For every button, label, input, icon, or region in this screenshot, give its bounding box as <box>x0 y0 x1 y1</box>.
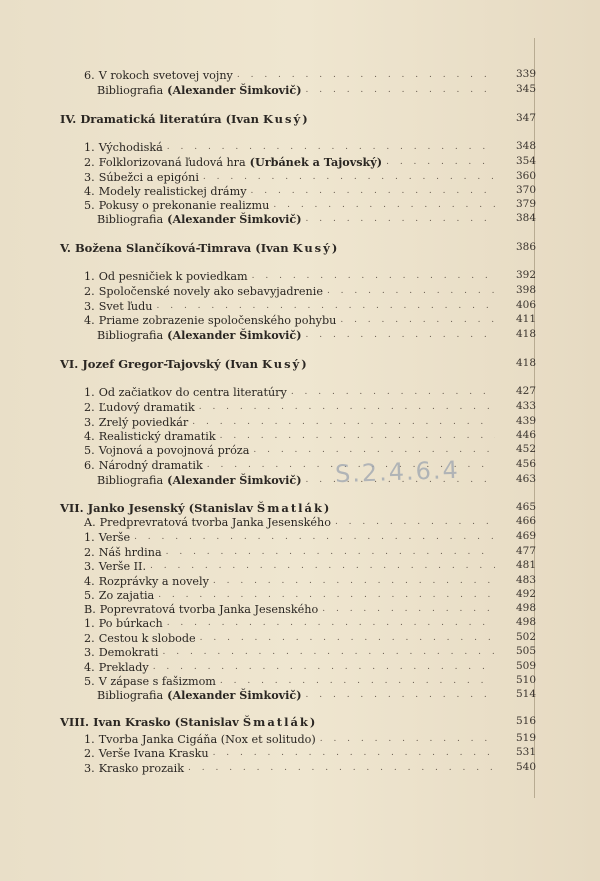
toc-entry <box>84 559 495 573</box>
entry-page-number: 384 <box>515 212 536 224</box>
entry-page-number: 540 <box>515 761 536 773</box>
entry-title: Cestou k slobode <box>98 631 196 645</box>
entry-number: 2. <box>84 746 95 760</box>
dot-leader <box>331 517 495 527</box>
entry-number: 1. <box>84 385 95 399</box>
dot-leader <box>302 690 495 700</box>
dot-leader <box>163 618 495 628</box>
bibliography-entry <box>97 688 495 702</box>
entry-page-number: 418 <box>515 328 536 340</box>
chapter-heading <box>60 112 308 126</box>
chapter-title: Božena Slančíková-Timrava <box>74 241 252 255</box>
toc-entry <box>84 515 495 529</box>
entry-number: A. <box>84 515 96 529</box>
toc-entry <box>84 530 495 544</box>
chapter-author-name: Kusý <box>261 357 302 371</box>
entry-title: Bibliografia <box>97 473 164 487</box>
dot-leader <box>302 85 495 95</box>
chapter-author-open: (Stanislav <box>174 715 243 729</box>
entry-title: Náš hrdina <box>98 545 162 559</box>
dot-leader <box>247 186 495 196</box>
chapter-title: Dramatická literatúra <box>80 112 222 126</box>
entry-number: 4. <box>84 660 95 674</box>
entry-author: (Urbánek a Tajovský) <box>249 155 383 169</box>
entry-page-number: 481 <box>515 559 536 571</box>
entry-page-number: 348 <box>515 140 536 152</box>
entry-number: 5. <box>84 588 95 602</box>
bibliography-entry <box>97 212 495 226</box>
entry-number: 6. <box>84 68 95 82</box>
entry-title: Svet ľudu <box>98 299 153 313</box>
toc-entry <box>84 602 495 616</box>
toc-entry <box>84 443 495 457</box>
entry-title: Krasko prozaik <box>98 761 185 775</box>
chapter-page-number: 465 <box>515 501 536 513</box>
toc-entry <box>84 429 495 443</box>
toc-entry <box>84 415 495 429</box>
chapter-heading <box>60 241 337 255</box>
entry-page-number: 492 <box>515 588 536 600</box>
dot-leader <box>154 590 495 600</box>
toc-entry <box>84 184 495 198</box>
entry-number: 3. <box>84 559 95 573</box>
entry-page-number: 446 <box>515 429 536 441</box>
chapter-author-close: ) <box>323 501 330 515</box>
dot-leader <box>382 157 495 167</box>
toc-entry <box>84 732 495 746</box>
entry-number: 3. <box>84 299 95 313</box>
toc-entry <box>84 400 495 414</box>
entry-title: V zápase s fašizmom <box>98 674 216 688</box>
toc-entry <box>84 155 495 169</box>
entry-page-number: 345 <box>515 83 536 95</box>
entry-title: Po búrkach <box>98 616 163 630</box>
entry-number: 2. <box>84 155 95 169</box>
toc-entry <box>84 269 495 283</box>
entry-title: Vojnová a povojnová próza <box>98 443 250 457</box>
chapter-number: IV. <box>60 112 77 126</box>
dot-leader <box>146 561 495 571</box>
dot-leader <box>199 172 495 182</box>
entry-number: 1. <box>84 616 95 630</box>
chapter-heading <box>60 357 307 371</box>
entry-number: 2. <box>84 545 95 559</box>
entry-author: (Alexander Šimkovič) <box>167 83 302 97</box>
dot-leader <box>209 748 495 758</box>
entry-title: Východiská <box>98 140 163 154</box>
entry-number: 4. <box>84 184 95 198</box>
entry-title: Súbežci a epigóni <box>98 170 199 184</box>
chapter-author-open: (Ivan <box>224 357 262 371</box>
toc-entry <box>84 140 495 154</box>
entry-author: (Alexander Šimkovič) <box>167 473 302 487</box>
entry-page-number: 510 <box>515 674 536 686</box>
toc-entry <box>84 198 495 212</box>
entry-title: Folklorizovaná ľudová hra <box>98 155 246 169</box>
chapter-author-close: ) <box>301 357 307 371</box>
entry-number: 4. <box>84 313 95 327</box>
entry-number: 3. <box>84 761 95 775</box>
toc-entry <box>84 674 495 688</box>
chapter-author-open: (Ivan <box>225 112 263 126</box>
entry-page-number: 483 <box>515 574 536 586</box>
entry-author: (Alexander Šimkovič) <box>167 688 302 702</box>
toc-entry <box>84 284 495 298</box>
entry-number: B. <box>84 602 96 616</box>
chapter-title: Janko Jesenský <box>87 501 185 515</box>
dot-leader <box>302 214 495 224</box>
bibliography-entry <box>97 328 495 342</box>
dot-leader <box>323 286 495 296</box>
entry-number: 3. <box>84 170 95 184</box>
entry-page-number: 433 <box>515 400 536 412</box>
entry-title: Poprevratová tvorba Janka Jesenského <box>99 602 319 616</box>
entry-page-number: 392 <box>515 269 536 281</box>
entry-title: Modely realistickej drámy <box>98 184 247 198</box>
entry-number: 5. <box>84 198 95 212</box>
entry-page-number: 360 <box>515 170 536 182</box>
entry-title: Demokrati <box>98 645 159 659</box>
entry-number: 1. <box>84 732 95 746</box>
chapter-page-number: 347 <box>515 112 536 124</box>
chapter-author-open: (Stanislav <box>188 501 257 515</box>
chapter-author-open: (Ivan <box>255 241 293 255</box>
chapter-title: Ivan Krasko <box>93 715 171 729</box>
entry-page-number: 398 <box>515 284 536 296</box>
toc-entry <box>84 645 495 659</box>
entry-page-number: 502 <box>515 631 536 643</box>
entry-title: Verše Ivana Krasku <box>98 746 209 760</box>
dot-leader <box>316 734 495 744</box>
chapter-number: VIII. <box>60 715 90 729</box>
dot-leader <box>153 301 496 311</box>
dot-leader <box>336 315 495 325</box>
entry-number: 4. <box>84 429 95 443</box>
chapter-page-number: 386 <box>515 241 536 253</box>
dot-leader <box>159 647 496 657</box>
entry-title: Verše II. <box>98 559 147 573</box>
entry-title: Pokusy o prekonanie realizmu <box>98 198 270 212</box>
dot-leader <box>233 70 495 80</box>
dot-leader <box>184 763 495 773</box>
entry-number: 1. <box>84 140 95 154</box>
entry-number: 2. <box>84 631 95 645</box>
entry-number: 4. <box>84 574 95 588</box>
dot-leader <box>195 402 495 412</box>
toc-entry <box>84 574 495 588</box>
chapter-number: V. <box>60 241 71 255</box>
entry-number: 1. <box>84 530 95 544</box>
entry-page-number: 339 <box>515 68 536 80</box>
chapter-author-name: Šmatlák <box>242 715 310 729</box>
chapter-author-name: Šmatlák <box>256 501 324 515</box>
dot-leader <box>188 417 495 427</box>
entry-page-number: 531 <box>515 746 536 758</box>
chapter-author-close: ) <box>302 112 308 126</box>
entry-page-number: 519 <box>515 732 536 744</box>
dot-leader <box>130 532 495 542</box>
chapter-author-close: ) <box>331 241 338 255</box>
chapter-heading <box>60 715 315 729</box>
entry-title: Realistický dramatik <box>98 429 216 443</box>
entry-title: Bibliografia <box>97 688 164 702</box>
entry-page-number: 370 <box>515 184 536 196</box>
dot-leader <box>302 330 495 340</box>
pencil-annotation: S.2.4.6.4 <box>334 455 461 489</box>
dot-leader <box>163 142 495 152</box>
dot-leader <box>209 576 495 586</box>
entry-page-number: 463 <box>515 473 536 485</box>
dot-leader <box>149 662 495 672</box>
entry-number: 5. <box>84 674 95 688</box>
chapter-title: Jozef Gregor-Tajovský <box>82 357 221 371</box>
entry-page-number: 514 <box>515 688 536 700</box>
dot-leader <box>287 387 495 397</box>
toc-entry <box>84 545 495 559</box>
toc-entry <box>84 313 495 327</box>
entry-title: Spoločenské novely ako sebavyjadrenie <box>98 284 323 298</box>
chapter-page-number: 516 <box>515 715 536 727</box>
entry-page-number: 498 <box>515 616 536 628</box>
chapter-number: VII. <box>60 501 84 515</box>
toc-entry <box>84 660 495 674</box>
entry-number: 2. <box>84 400 95 414</box>
dot-leader <box>318 604 495 614</box>
entry-title: Ľudový dramatik <box>98 400 195 414</box>
entry-number: 6. <box>84 458 95 472</box>
entry-title: Priame zobrazenie spoločenského pohybu <box>98 313 337 327</box>
entry-title: Bibliografia <box>97 328 164 342</box>
entry-page-number: 439 <box>515 415 536 427</box>
entry-page-number: 498 <box>515 602 536 614</box>
dot-leader <box>162 547 495 557</box>
entry-page-number: 411 <box>515 313 536 325</box>
entry-title: Bibliografia <box>97 83 164 97</box>
entry-page-number: 406 <box>515 299 536 311</box>
entry-title: Predprevratová tvorba Janka Jesenského <box>99 515 331 529</box>
entry-title: Národný dramatik <box>98 458 203 472</box>
entry-title: Preklady <box>98 660 149 674</box>
toc-entry <box>84 588 495 602</box>
entry-page-number: 466 <box>515 515 536 527</box>
chapter-heading <box>60 501 329 515</box>
entry-title: Zrelý poviedkár <box>98 415 189 429</box>
entry-page-number: 427 <box>515 385 536 397</box>
entry-title: Rozprávky a novely <box>98 574 209 588</box>
entry-page-number: 456 <box>515 458 536 470</box>
entry-page-number: 379 <box>515 198 536 210</box>
chapter-page-number: 418 <box>515 357 536 369</box>
entry-page-number: 477 <box>515 545 536 557</box>
entry-title: Zo zajatia <box>98 588 155 602</box>
entry-title: Tvorba Janka Cigáňa (Nox et solitudo) <box>98 732 316 746</box>
toc-entry <box>84 761 495 775</box>
entry-title: Bibliografia <box>97 212 164 226</box>
entry-title: Od pesničiek k poviedkam <box>98 269 248 283</box>
toc-entry <box>84 170 495 184</box>
toc-entry <box>84 631 495 645</box>
toc-entry <box>84 746 495 760</box>
toc-entry <box>84 616 495 630</box>
dot-leader <box>269 200 495 210</box>
chapter-author-name: Kusý <box>292 241 332 255</box>
chapter-author-close: ) <box>309 715 316 729</box>
entry-author: (Alexander Šimkovič) <box>167 328 302 342</box>
entry-number: 3. <box>84 645 95 659</box>
entry-page-number: 452 <box>515 443 536 455</box>
dot-leader <box>248 271 495 281</box>
entry-page-number: 354 <box>515 155 536 167</box>
entry-title: V rokoch svetovej vojny <box>98 68 233 82</box>
entry-page-number: 509 <box>515 660 536 672</box>
entry-title: Od začiatkov do centra literatúry <box>98 385 287 399</box>
toc-entry <box>84 385 495 399</box>
dot-leader <box>216 676 495 686</box>
chapter-author-name: Kusý <box>262 112 303 126</box>
entry-number: 5. <box>84 443 95 457</box>
dot-leader <box>249 445 495 455</box>
entry-author: (Alexander Šimkovič) <box>167 212 302 226</box>
entry-page-number: 469 <box>515 530 536 542</box>
dot-leader <box>216 431 495 441</box>
bibliography-entry <box>97 83 495 97</box>
entry-title: Verše <box>98 530 131 544</box>
toc-entry <box>84 299 495 313</box>
entry-number: 2. <box>84 284 95 298</box>
entry-number: 1. <box>84 269 95 283</box>
toc-entry <box>84 68 495 82</box>
entry-page-number: 505 <box>515 645 536 657</box>
dot-leader <box>196 633 495 643</box>
chapter-number: VI. <box>60 357 79 371</box>
entry-number: 3. <box>84 415 95 429</box>
